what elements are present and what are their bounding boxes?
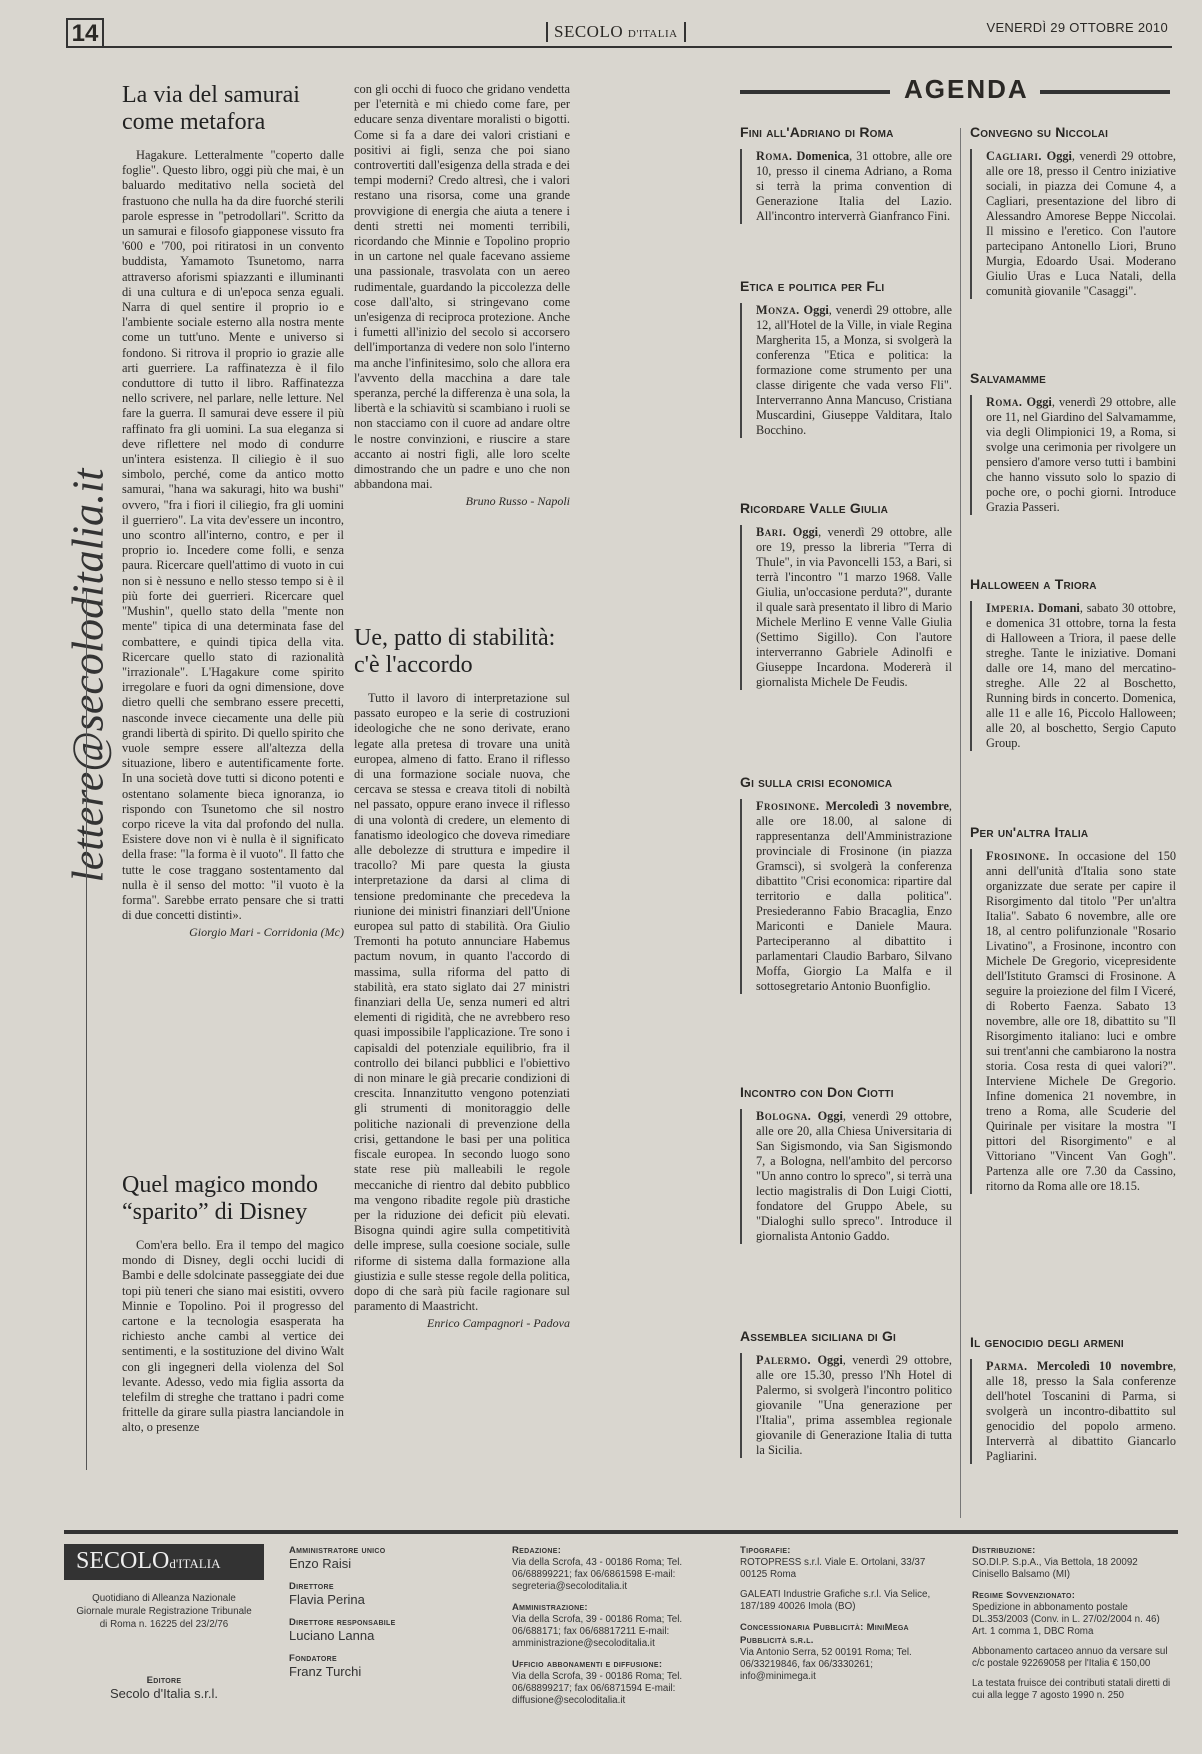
agenda-text: , alle ore 18.00, al salone di rappresentanza dell'Amministrazione provinciale di Frosinone (in piazza Gramsci), si svolgerà la conferenza dibattito "Crisi economica: ripartire dal territorio e dalla politica". Presiederanno Fabio Bracaglia, Enzo Mariconti e Daniele Maura. Parteciperanno al dibattito i parlamentari Claudio Barbaro, Silvano Moffa, Giorgio La Malfa e il sottosegretario Antonio Buonfiglio.	[756, 799, 952, 993]
agenda-lead: Mercoledì 10 novembre	[1036, 1359, 1173, 1373]
article-title: Ue, patto di stabilità: c'è l'accordo	[354, 625, 556, 678]
agenda-item-title: Convegno su Niccolai	[970, 124, 1109, 140]
footer-label: Amministrazione:	[512, 1602, 588, 1613]
agenda-text: , venerdì 29 ottobre, alle ore 19, presso la libreria "Terra di Thule", in via Pavoncelli 153, a Bari, si terrà l'incontro "1 marzo 1968. Valle Giulia, un'occasione perduta?", durante il quale sarà presentato il libro di Mario Michele Merlino E venne Valle Giulia (Settimo Sigillo). Con l'autore interverranno Gabriele Adinolfi e Giuseppe Incardona. Modererà il giornalista Michele De Feudis.	[756, 525, 952, 689]
footer-value: Franz Turchi	[289, 1664, 362, 1679]
footer-value: Via della Scrofa, 39 - 00186 Roma; Tel. 06/688171; fax 06/68817211 E-mail: amministrazione@secoloditalia.it	[512, 1614, 683, 1649]
agenda-item-title: Il genocidio degli armeni	[970, 1334, 1124, 1350]
footer-value: Spedizione in abbonamento postale DL.353/2003 (Conv. in L. 27/02/2004 n. 46) Art. 1 comma 1, DBC Roma	[972, 1602, 1160, 1637]
footer-value: ROTOPRESS s.r.l. Viale E. Ortolani, 33/37 00125 Roma	[740, 1557, 926, 1580]
agenda-item-body	[740, 1353, 952, 1458]
article-title: Quel magico mondo “sparito” di Disney	[122, 1172, 318, 1225]
agenda-item	[970, 124, 1176, 299]
agenda-item	[970, 370, 1176, 515]
article-body: Tutto il lavoro di interpretazione sul passato europeo e la serie di costruzioni ideologiche che ne sono derivate, erano legate alla pretesa di trovare una unità europea, almeno di fatto. Erano il riflesso di una formazione sociale nuova, che cercava se stessa e creava titoli di nobiltà nel passato, oppure erano invece il riflesso di una volontà di credere, un elemento di fanatismo ideologico che doveva rimediare alle debolezze di struttura e impedire il tracollo? Mi pare questa la giusta interpretazione da darsi al clima di tensione predominante che precedeva la riunione dei ministri finanziari dell'Unione europea sul patto di stabilità. Ora Giulio Tremonti ha potuto annunciare Habemus pactum novum, in quanto l'accordo di massima, sulla riforma del patto di stabilità, era stato siglato dai 27 ministri finanziari della Ue, senza numeri ed altri elementi di rigidità, che ne avrebbero reso quasi impossibile l'applicazione. Tre sono i capisaldi del potenziale equilibrio, fra il controllo dei bilanci pubblici e l'obiettivo di non minare le già precarie condizioni di crescita. Innanzitutto vengono potenziati gli strumenti di monitoraggio delle politiche nazionali di prevenzione della crisi, gettandone le basi per una politica fiscale europea. In secondo luogo sono state rese più malleabili le regole meccaniche di rientro dal debito pubblico ma vengono ribadite regole più drastiche per la riduzione dei deficit più elevati. Bisogna quindi agire sulla competitività delle imprese, sulla coesione sociale, sulle riforme di sistema dalla formazione alla giustizia e sulle stesse regole della politica, dopo di che sarà più facile ragionare sul paramento di Maastricht.	[354, 691, 570, 1314]
agenda-item-title: Ricordare Valle Giulia	[740, 500, 889, 516]
agenda-city: Frosinone.	[986, 849, 1050, 863]
agenda-item-body	[740, 799, 952, 994]
agenda-item	[740, 278, 952, 438]
agenda-text: , alle 18, presso la Sala conferenze dell'hotel Toscanini di Parma, si svolgerà un incontro-dibattito sul genocidio del popolo armeno. Interverrà al dibattito Giancarlo Pagliarini.	[986, 1359, 1177, 1463]
agenda-city: Bari.	[756, 525, 787, 539]
colophon	[64, 1530, 1178, 1730]
footer-label: Direttore responsabile	[289, 1617, 396, 1628]
agenda-item-body	[970, 849, 1176, 1194]
agenda-item-title: Halloween a Triora	[970, 576, 1097, 592]
paper-name-main: SECOLO	[554, 22, 624, 41]
sidebar-divider	[86, 590, 87, 1470]
agenda-item	[740, 1084, 952, 1244]
agenda-lead: Oggi	[1046, 149, 1072, 163]
agenda-item	[970, 576, 1176, 751]
article-signature: Bruno Russo - Napoli	[465, 494, 570, 509]
article-body: Com'era bello. Era il tempo del magico mondo di Disney, degli occhi lucidi di Bambi e delle sdolcinate passeggiate dei due topi più teneri che siano mai esistiti, ovvero Minnie e Topolino. Poi il progresso del cartone e la tecnologia esasperata ha richiesto anche cambi al vertice dei sentimenti, e la sostituzione del divino Walt con gli ingegneri della violenza del Sol levante. Adesso, vedo mia figlia assorta da telefilm di streghe che trattano i padri come frittelle da girare sulla piastra lanciandole in alto, o presenze	[122, 1238, 344, 1435]
agenda-divider	[960, 128, 961, 1518]
footer-label: Amministratore unico	[289, 1545, 386, 1556]
agenda-item-body	[970, 149, 1176, 299]
footer-logo	[64, 1544, 264, 1580]
footer-label: Ufficio abbonamenti e diffusione:	[512, 1659, 663, 1670]
footer-distribution	[972, 1544, 1176, 1710]
agenda-item	[740, 124, 952, 224]
agenda-lead: Domani	[1038, 601, 1080, 615]
agenda-item	[740, 774, 952, 994]
footer-offices	[512, 1544, 712, 1715]
footer-value: SO.DI.P. S.p.A., Via Bettola, 18 20092 Cinisello Balsamo (MI)	[972, 1557, 1138, 1580]
footer-value: Via della Scrofa, 39 - 00186 Roma; Tel. 06/68899217; fax 06/6871594 E-mail: diffusione@secoloditalia.it	[512, 1671, 683, 1706]
agenda-item-body	[740, 303, 952, 438]
agenda-title: AGENDA	[904, 74, 1029, 104]
agenda-header	[740, 74, 1170, 106]
agenda-city: Palermo.	[756, 1353, 812, 1367]
footer-logo-main: SECOLO	[76, 1548, 170, 1574]
agenda-lead: Oggi	[817, 1109, 843, 1123]
footer-label: Regime Sovvenzionato:	[972, 1590, 1076, 1601]
agenda-item-title: Per un'altra Italia	[970, 824, 1089, 840]
agenda-city: Cagliari.	[986, 149, 1042, 163]
footer-label: Direttore	[289, 1581, 334, 1592]
agenda-text: , venerdì 29 ottobre, alle ore 15.30, presso l'Nh Hotel di Palermo, si svolgerà l'incontro politico giovanile "Una generazione per l'Italia", prima assemblea regionale giovanile di Generazione Italia di tutta la Sicilia.	[756, 1353, 953, 1457]
footer-value: Enzo Raisi	[289, 1556, 352, 1571]
agenda-item-title: Etica e politica per Fli	[740, 278, 885, 294]
article-signature: Giorgio Mari - Corridonia (Mc)	[189, 925, 344, 940]
agenda-text: , 31 ottobre, alle ore 10, presso il cinema Adriano, a Roma si terrà la prima convention di Generazione Italia del Lazio. All'incontro interverrà Gianfranco Fini.	[756, 149, 952, 223]
agenda-item-body	[740, 149, 952, 224]
footer-editore	[74, 1674, 254, 1710]
agenda-text: , sabato 30 ottobre, e domenica 31 ottobre, torna la festa di Halloween a Triora, il paese delle streghe. Tante le iniziative. Domani dalle ore 14, mano del mercatino-streghe. Alle 22 al Boschetto, Running birds in concerto. Domenica, alle 11 e alle 16, Piccolo Halloween; alle 20, al boschetto, Sergio Caputo Group.	[986, 601, 1176, 750]
agenda-text: , venerdì 29 ottobre, alle ore 11, nel Giardino del Salvamamme, via degli Olimpionici 19, a Roma, si svolge una cerimonia per rivolgere un pensiero d'amore verso tutti i bambini che hanno vissuto solo lo spazio di poche ore, o pochi giorni. Introduce Grazia Passeri.	[986, 395, 1176, 514]
agenda-item-title: Fini all'Adriano di Roma	[740, 124, 894, 140]
agenda-text: , venerdì 29 ottobre, alle 12, all'Hotel de la Ville, in viale Regina Margherita 15, a Monza, si svolgerà la conferenza "Etica e politica: la formazione come strumento per una classe dirigente che vada verso Fli". Interverranno Anna Mancuso, Cristiana Muscardini, Giuseppe Valditara, Italo Bocchino.	[756, 303, 952, 437]
footer-value: Secolo d'Italia s.r.l.	[110, 1686, 218, 1701]
article-disney-continued	[354, 82, 570, 510]
footer-label: Distribuzione:	[972, 1545, 1036, 1556]
agenda-item-title: Salvamamme	[970, 370, 1046, 386]
footer-value: Via della Scrofa, 43 - 00186 Roma; Tel. 06/68899221; fax 06/6861598 E-mail: segreteria@secoloditalia.it	[512, 1557, 683, 1592]
agenda-item-title: Assemblea siciliana di Gi	[740, 1328, 897, 1344]
footer-value: Abbonamento cartaceo annuo da versare sul c/c postale 92269058 per l'Italia € 150,00	[972, 1646, 1168, 1669]
agenda-city: Imperia.	[986, 601, 1035, 615]
agenda-item	[970, 1334, 1176, 1464]
article-ue	[354, 625, 570, 1332]
agenda-lead: Oggi	[1026, 395, 1052, 409]
agenda-text: In occasione del 150 anni dell'unità d'Italia sono state organizzate due serate per capire il Risorgimento dal titolo "Per un'altra Italia". Sabato 6 novembre, alle ore 18, al centro polifunzionale "Rosario Livatino", a Frosinone, incontro con Michele De Gregorio, vicepresidente dell'Istituto Gramsci di Frosinone. A seguire la proiezione del film I Viceré, di Roberto Faenza. Sabato 13 novembre, alle ore 18, dibattito su "Il Risorgimento italiano: luci e ombre sui trent'anni che cambiarono la nostra storia. Cosa resta di quei valori?". Interviene Michele De Gregorio. Infine domenica 21 novembre, in treno a Roma, alle Scuderie del Quirinale per visitare la mostra "I pittori del Risorgimento" e al Vittoriano "Vincent Van Gogh". Partenza alle ore 7.30 da Cassino, ritorno da Roma alle ore 18.15.	[986, 849, 1176, 1193]
footer-value: La testata fruisce dei contributi statali diretti di cui alla legge 7 agosto 1990 n. 250	[972, 1678, 1171, 1701]
footer-value: Via Antonio Serra, 52 00191 Roma; Tel. 06/33219846, fax 06/3330261; info@minimega.it	[740, 1647, 912, 1682]
footer-value: Flavia Perina	[289, 1592, 365, 1607]
footer-label: Editore	[146, 1675, 182, 1686]
footer-logo-suffix: d'ITALIA	[169, 1556, 221, 1571]
footer-label: Redazione:	[512, 1545, 562, 1556]
agenda-city: Roma.	[986, 395, 1023, 409]
agenda-rule	[740, 90, 890, 94]
agenda-lead: Oggi	[803, 303, 829, 317]
page-number: 14	[66, 18, 104, 48]
agenda-city: Monza.	[756, 303, 800, 317]
agenda-item-body	[970, 395, 1176, 515]
agenda-item-title: Gi sulla crisi economica	[740, 774, 893, 790]
paper-name-suffix: D'ITALIA	[627, 28, 678, 40]
footer-label: Concessionaria Pubblicità: MiniMega Pubblicità s.r.l.	[740, 1622, 909, 1646]
agenda-lead: Oggi	[792, 525, 819, 539]
agenda-item-title: Incontro con Don Ciotti	[740, 1084, 894, 1100]
letters-email-sidebar	[52, 90, 112, 1490]
footer-registration: Quotidiano di Alleanza Nazionale Giornale murale Registrazione Tribunale di Roma n. 16225 del 23/2/76	[76, 1593, 252, 1630]
issue-date: VENERDÌ 29 OTTOBRE 2010	[986, 20, 1168, 35]
agenda-item	[740, 1328, 952, 1458]
footer-label: Tipografie:	[740, 1545, 791, 1556]
agenda-item-body	[740, 1109, 952, 1244]
footer-label: Fondatore	[289, 1653, 337, 1664]
footer-value: Luciano Lanna	[289, 1628, 375, 1643]
footer-value: GALEATI Industrie Grafiche s.r.l. Via Selice, 187/189 40026 Imola (BO)	[740, 1589, 931, 1612]
agenda-item-body	[740, 525, 952, 690]
agenda-item	[970, 824, 1176, 1194]
agenda-lead: Oggi	[817, 1353, 843, 1367]
paper-name	[546, 22, 686, 42]
agenda-item-body	[970, 1359, 1176, 1464]
agenda-city: Bologna.	[756, 1109, 812, 1123]
agenda-lead: Mercoledì 3 novembre	[825, 799, 949, 813]
article-title: La via del samurai come metafora	[122, 82, 300, 135]
footer-staff	[289, 1544, 454, 1688]
agenda-lead: Domenica	[796, 149, 850, 163]
header-rule	[104, 46, 1172, 48]
article-body-continued: con gli occhi di fuoco che gridano vendetta per l'eternità e mi chiedo come fare, per educare senza diventare moralisti o bigotti. Come si fa a dare dei valori cristiani e positivi ai figli, senza che poi siano controvertiti dall'esigenza della strada e dei tempi moderni? Credo altresì, che i valori restano una risorsa, come una grande provvigione di energia che aiuta a tenere i denti stretti nei momenti terribili, ricordando che Minnie e Topolino proprio in un cartone nel quale facevano assieme una passionale, trasvolata con un aereo rudimentale, guardando la piccolezza delle cose dall'alto, si stringevano come un'esigenza di reciproca protezione. Anche i fumetti all'inizio del secolo si accorsero dell'importanza di vedere non solo l'interno ma anche l'infinitesimo, solo che allora era l'avvento della macchina a dare tale speranza, perché la differenza è una sola, la libertà e la schiavitù si scambiano i ruoli se non stacciamo con il cuore ad andare oltre le nostre convinzioni, e riuscire a stare accanto ai nostri figli, alle loro scelte dimostrando che un padre e uno che non abbandona mai.	[354, 82, 570, 492]
footer-printers	[740, 1544, 940, 1691]
article-disney	[122, 1172, 344, 1436]
agenda-item	[740, 500, 952, 690]
agenda-city: Roma.	[756, 149, 793, 163]
agenda-rule	[1040, 90, 1170, 94]
article-signature: Enrico Campagnori - Padova	[427, 1316, 570, 1331]
letters-email: lettere@secoloditalia.it	[63, 468, 113, 883]
article-body: Hagakure. Letteralmente "coperto dalle foglie". Questo libro, oggi più che mai, è un baluardo meditativo nella società del frastuono che nulla ha da dire fuorché sterili parole espresse in "petrodollari". Scritto da un samurai e filosofo giapponese vissuto fra '600 e '700, poi ritiratosi in un convento buddista, Yamamoto Tsunetomo, narra attraverso aforismi spiazzanti e illuminanti di una cultura e di un'epoca senza eguali. Narra di quel sentire il proprio io e l'ambiente sociale esterno alla nostra mente come un tutt'uno. Mente e universo si fondono. Si ritrova il proprio io grazie alle arti guerriere. La raffinatezza è il filo conduttore di tutto il libro. Raffinatezza nello scrivere, nel parlare, nelle letture. Nel fare la guerra. Il samurai deve essere il più raffinato fra gli uomini. La sua eleganza si deve riflettere nel modo di condurre un'intera esistenza. Il ciliegio è il suo simbolo, perché, come da antico motto samurai, "hana wa sakuragi, hito wa bushi" ovvero, "fra i fiori il ciliegio, fra gli uomini il guerriero". La vita dev'essere un incontro, uno scontro all'interno, contro, e per il proprio io. Incedere come folli, e senza paura. Ricercare quell'attimo di vuoto in cui non si è nessuno e nello stesso tempo si è il più forte dei guerrieri. Ricercare quel "Mushin", quello stato della "mente non mente" tipica di una determinata fase del combattere, e quindi tipica della vita. Ricercare quello stato di razionalità "irrazionale". L'Hagakure come spirito irregolare e fuori da ogni dimensione, dove dietro quelli che sembrano essere precetti, nasconde invece ciecamente una delle più grandi libertà di spirito. Di quello spirito che vuole sempre essere all'altezza della situazione, libero e autentificamente forte. In una società dove tutti si dicono potenti e ostentano solamente bieca ignoranza, io rispondo con Tsunetomo che sil nostro corpo riceve la vita dal profondo del nulla. Esistere dove non vi è nulla è il significato della frase: "la forma è il vuoto". Il fatto che tutte le cose traggano sostentamento dal nulla è il senso del motto: "il vuoto è la forma". Sarebbe errato pensare che si tratti di due concetti distinti».	[122, 148, 344, 923]
agenda-city: Parma.	[986, 1359, 1028, 1373]
masthead	[66, 18, 1172, 54]
agenda-city: Frosinone.	[756, 799, 820, 813]
agenda-item-body	[970, 601, 1176, 751]
article-samurai	[122, 82, 344, 941]
agenda-text: , venerdì 29 ottobre, alle ore 18, presso il Centro iniziative sociali, in piazza dei Comune 4, a Cagliari, presentazione del libro di Alessandro Amorese Beppe Niccolai. Il missino e l'eretico. Con l'autore partecipano Antonello Liori, Bruno Murgia, Edoardo Usai. Moderano Giulio Uras e Luca Natali, della comunità giovanile "Casaggi".	[986, 149, 1177, 298]
agenda-text: , venerdì 29 ottobre, alle ore 20, alla Chiesa Universitaria di San Sigismondo, via San Sigismondo 7, a Bologna, nell'ambito del percorso "Un anno contro lo spreco", si terrà una lectio magistralis di Don Luigi Ciotti, fondatore del Gruppo Abele, su "Dialoghi sullo spreco". Introduce il giornalista Antonio Gaddo.	[756, 1109, 953, 1243]
